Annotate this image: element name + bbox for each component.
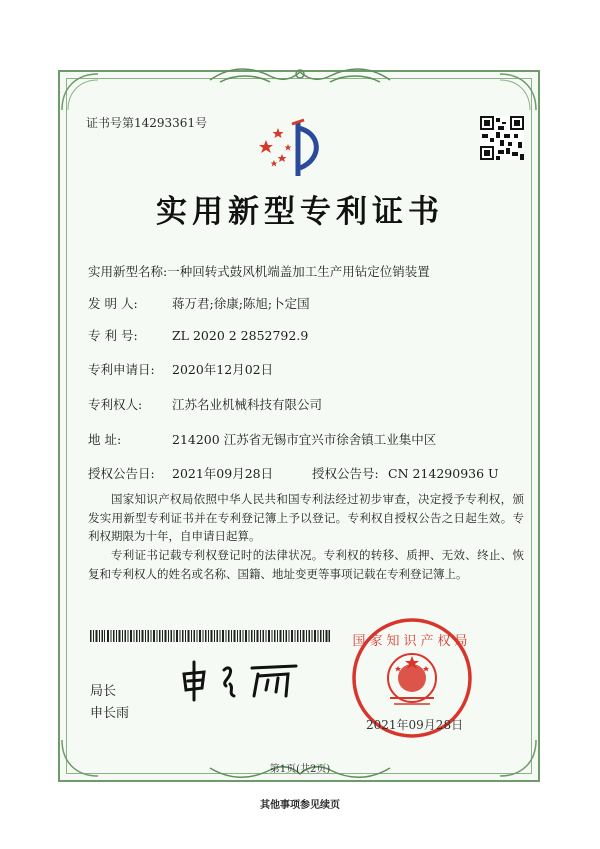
field-value: 江苏名业机械科技有限公司 (172, 397, 323, 412)
certificate-paragraph-1: 国家知识产权局依照中华人民共和国专利法经过初步审查，决定授予专利权，颁发实用新型专利证书并在专利登记簿上予以登记。专利权自授权公告之日起生效。专利权期限为十年，自申请日起算。 (88, 492, 524, 543)
field-label: 专利权人: (88, 397, 143, 412)
barcode (90, 630, 330, 642)
director-title: 局长 (90, 684, 117, 699)
field-label: 实用新型名称: (88, 264, 168, 279)
corner-ornament-tl (60, 72, 100, 112)
field-value: 2021年09月28日 (172, 466, 274, 481)
corner-ornament-tr (498, 72, 538, 112)
seal-date: 2021年09月28日 (366, 718, 464, 732)
footer-note: 其他事项参见续页 (260, 800, 340, 811)
field-value: 214200 江苏省无锡市宜兴市徐舍镇工业集中区 (172, 432, 437, 447)
director-signature (176, 654, 306, 704)
field-label: 发 明 人: (88, 296, 138, 311)
field-value: ZL 2020 2 2852792.9 (172, 328, 309, 343)
qr-code (480, 116, 524, 160)
field-value: 蒋万君;徐康;陈旭;卜定国 (172, 296, 310, 311)
cnipa-logo (258, 118, 338, 180)
field-filing-date (88, 360, 273, 378)
field-label: 专利申请日: (88, 362, 155, 377)
page-number: 第1页(共2页) (269, 764, 331, 775)
top-ornament (200, 62, 400, 88)
field-value: 2020年12月02日 (172, 362, 274, 377)
field-patentee (88, 395, 322, 413)
field-inventor (88, 294, 310, 312)
certificate-title: 实用新型专利证书 (156, 194, 444, 230)
field-announcement (88, 464, 499, 482)
field-patent-number (88, 326, 308, 344)
director-name: 申长雨 (90, 706, 130, 721)
certificate-paragraph-2: 专利证书记载专利权登记时的法律状况。专利权的转移、质押、无效、终止、恢复和专利权人的姓名或名称、国籍、地址变更等事项记载在专利登记簿上。 (88, 548, 524, 581)
field-value: 一种回转式鼓风机端盖加工生产用钻定位销装置 (167, 264, 430, 279)
field-label: 地 址: (88, 432, 122, 447)
field-address (88, 430, 436, 448)
field-utility-name (88, 262, 430, 280)
field-label: 授权公告日: (88, 466, 155, 481)
seal-text-label: 国家知识产权局 (352, 634, 472, 649)
certificate-number: 证书号第14293361号 (86, 116, 208, 130)
field-value: CN 214290936 U (388, 466, 499, 481)
field-label: 授权公告号: (312, 466, 379, 481)
field-label: 专 利 号: (88, 328, 138, 343)
